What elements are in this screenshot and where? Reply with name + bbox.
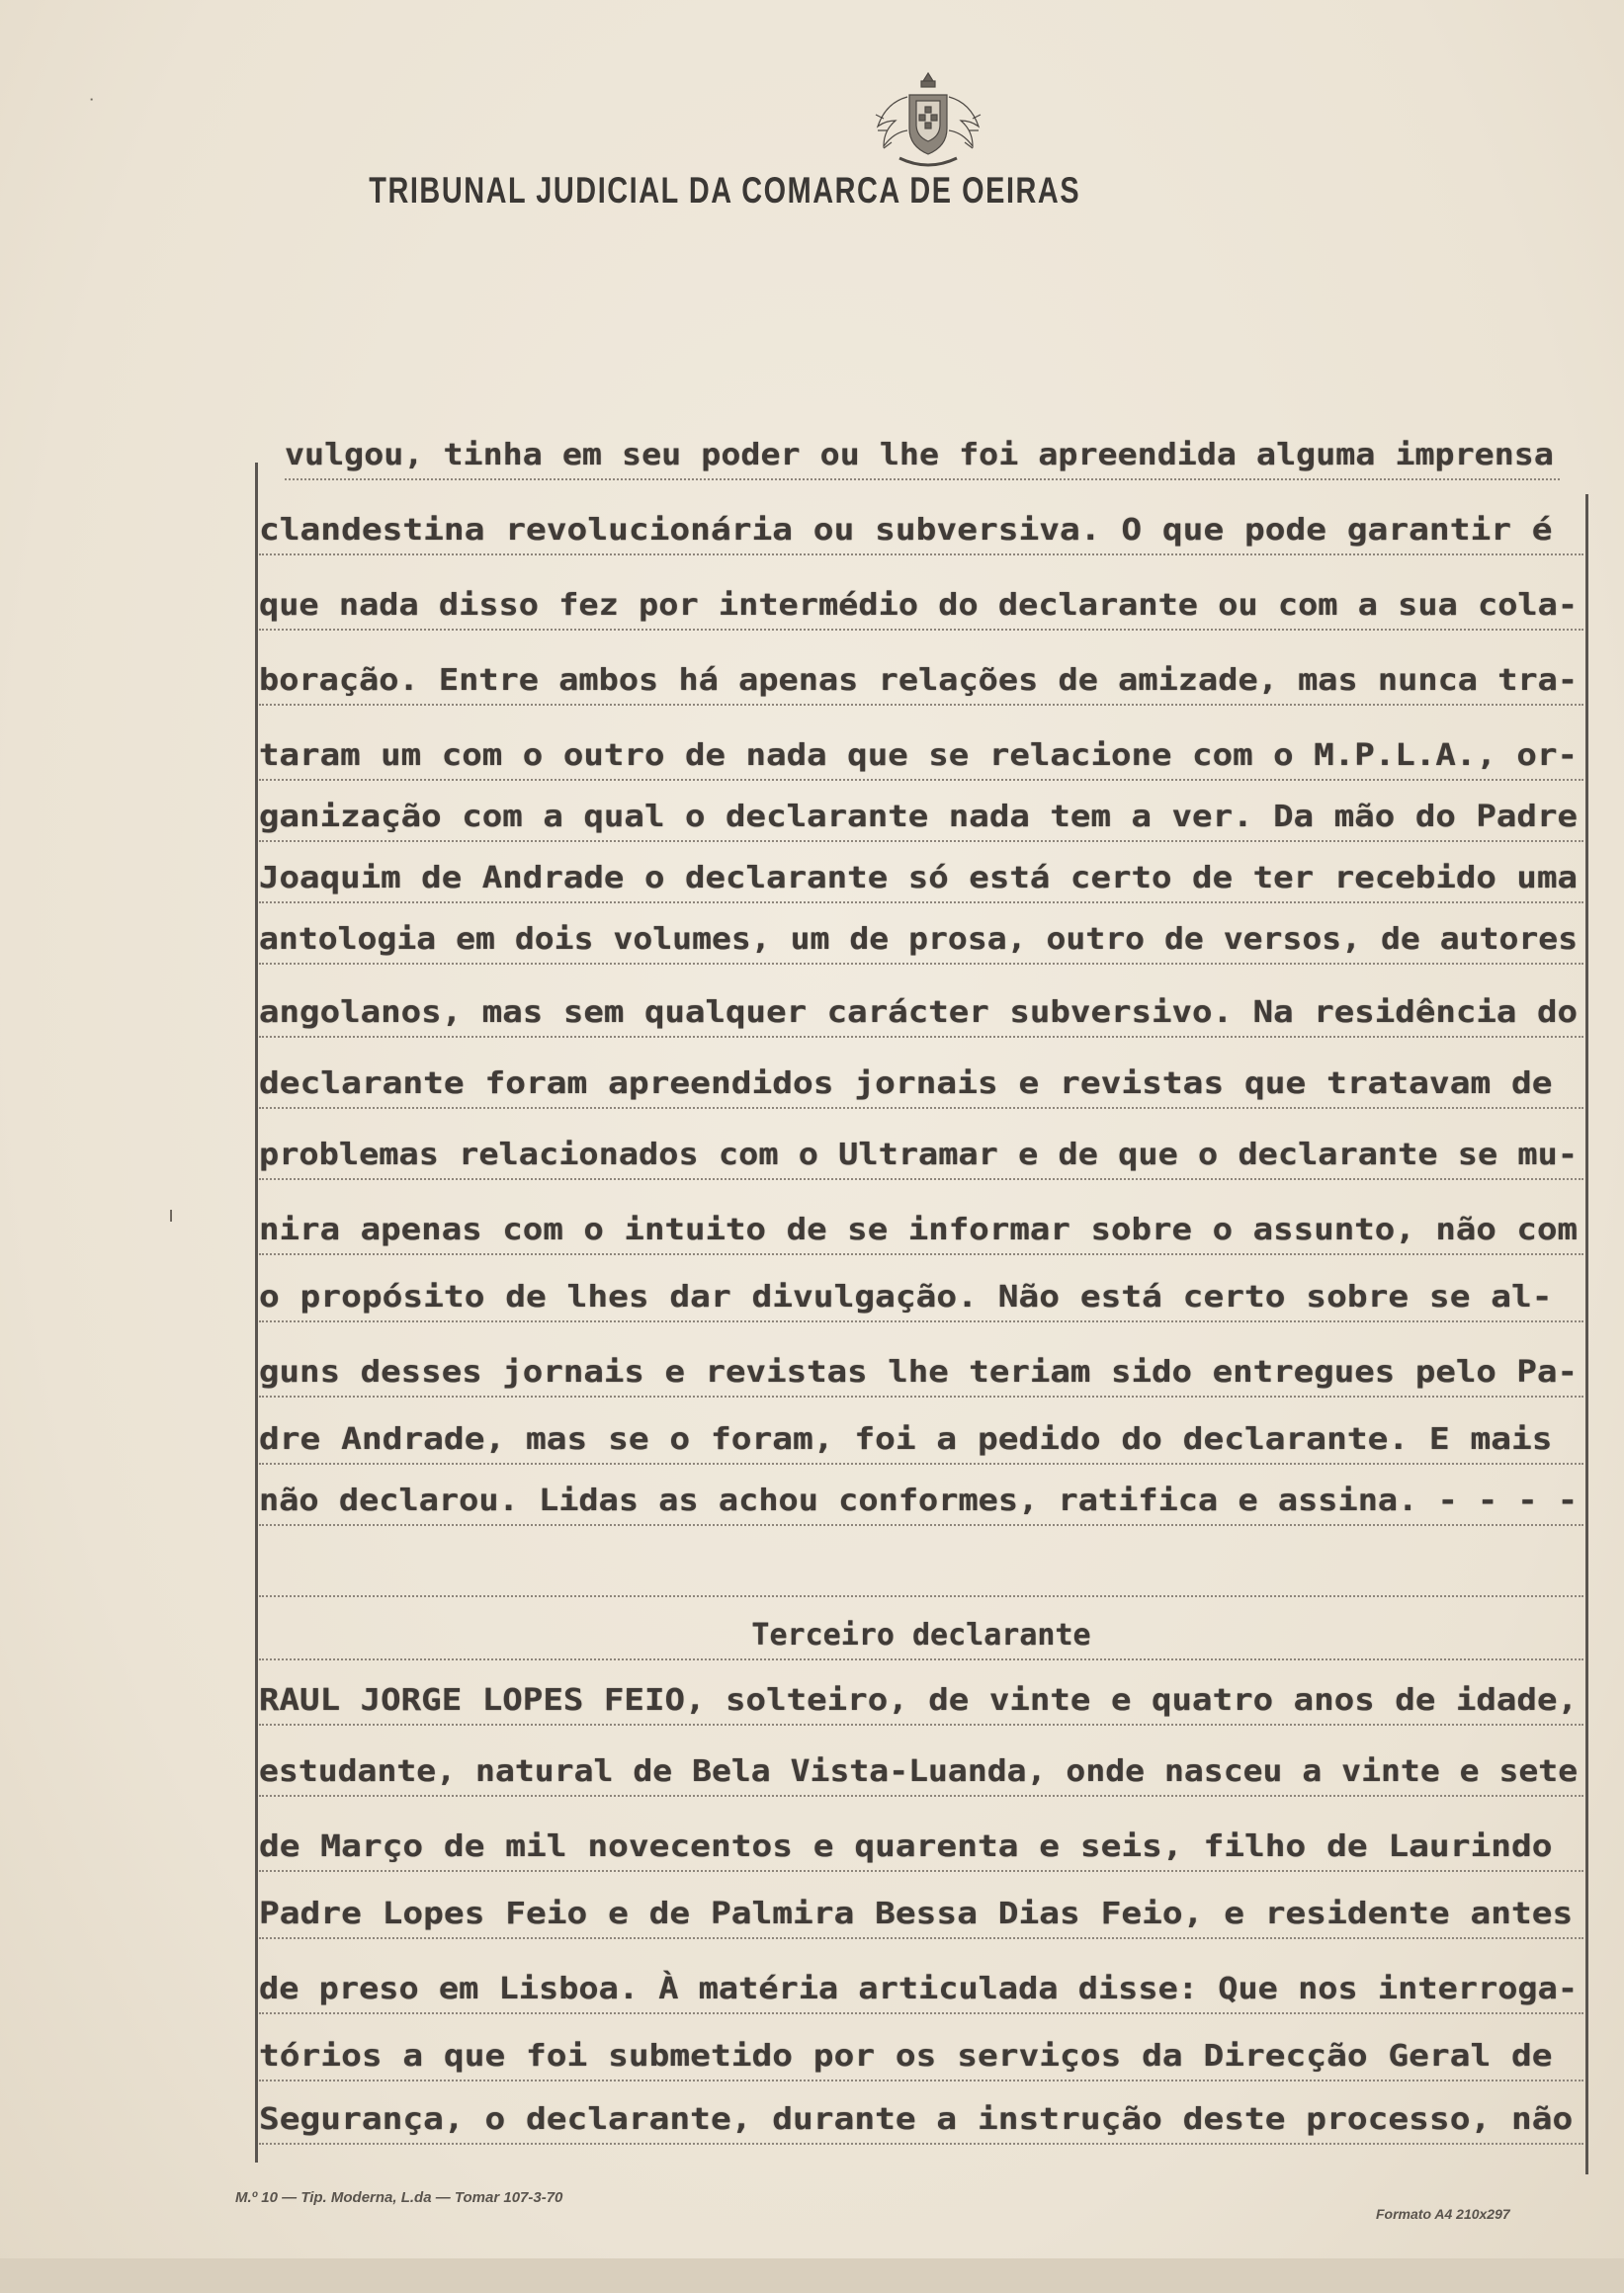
- body-line: estudante, natural de Bela Vista-Luanda, onde nasceu a vinte e sete: [259, 1749, 1583, 1797]
- body-line: nira apenas com o intuito de se informar sobre o assunto, não com: [259, 1208, 1583, 1255]
- body-line: tórios a que foi submetido por os serviços da Direcção Geral de: [259, 2034, 1583, 2081]
- body-line: que nada disso fez por intermédio do declarante ou com a sua cola-: [259, 583, 1583, 631]
- body-line: Segurança, o declarante, durante a instrução deste processo, não: [259, 2097, 1583, 2145]
- body-line: boração. Entre ambos há apenas relações de amizade, mas nunca tra-: [259, 658, 1583, 706]
- body-line: antologia em dois volumes, um de prosa, outro de versos, de autores: [259, 917, 1583, 965]
- body-line: taram um com o outro de nada que se relacione com o M.P.L.A., or-: [259, 733, 1583, 781]
- body-line: não declarou. Lidas as achou conformes, ratifica e assina. - - - -: [259, 1479, 1583, 1526]
- body-line: angolanos, mas sem qualquer carácter subversivo. Na residência do: [259, 990, 1583, 1038]
- body-line: declarante foram apreendidos jornais e revistas que tratavam de: [259, 1062, 1583, 1109]
- body-line: ganização com a qual o declarante nada tem a ver. Da mão do Padre: [259, 795, 1583, 842]
- body-line: o propósito de lhes dar divulgação. Não está certo sobre se al-: [259, 1275, 1583, 1322]
- section-heading: Terceiro declarante: [259, 1613, 1583, 1660]
- body-line: de Março de mil novecentos e quarenta e seis, filho de Laurindo: [259, 1825, 1583, 1872]
- margin-mark: ı: [168, 1202, 175, 1227]
- right-margin-rule: [1585, 494, 1588, 2174]
- body-line: dre Andrade, mas se o foram, foi a pedido do declarante. E mais: [259, 1417, 1583, 1465]
- body-line: problemas relacionados com o Ultramar e de que o declarante se mu-: [259, 1133, 1583, 1180]
- paper-format-note: Formato A4 210x297: [1376, 2206, 1510, 2222]
- printer-imprint: M.º 10 — Tip. Moderna, L.da — Tomar 107-3-70: [235, 2189, 563, 2206]
- left-margin-rule: [255, 463, 258, 2163]
- court-header-title: TRIBUNAL JUDICIAL DA COMARCA DE OEIRAS: [369, 170, 1081, 211]
- margin-mark: ˙: [89, 95, 97, 120]
- body-line: Joaquim de Andrade o declarante só está certo de ter recebido uma: [259, 856, 1583, 903]
- body-line: RAUL JORGE LOPES FEIO, solteiro, de vinte e quatro anos de idade,: [259, 1678, 1583, 1726]
- body-line: clandestina revolucionária ou subversiva. O que pode garantir é: [259, 508, 1583, 555]
- body-line: vulgou, tinha em seu poder ou lhe foi apreendida alguma imprensa: [285, 433, 1560, 480]
- page-bottom-edge: [0, 2258, 1624, 2293]
- blank-line: [259, 1550, 1583, 1597]
- body-line: Padre Lopes Feio e de Palmira Bessa Dias Feio, e residente antes: [259, 1892, 1583, 1939]
- coat-of-arms-icon: [870, 67, 986, 176]
- body-line: de preso em Lisboa. À matéria articulada disse: Que nos interroga-: [259, 1967, 1583, 2014]
- body-line: guns desses jornais e revistas lhe teriam sido entregues pelo Pa-: [259, 1350, 1583, 1398]
